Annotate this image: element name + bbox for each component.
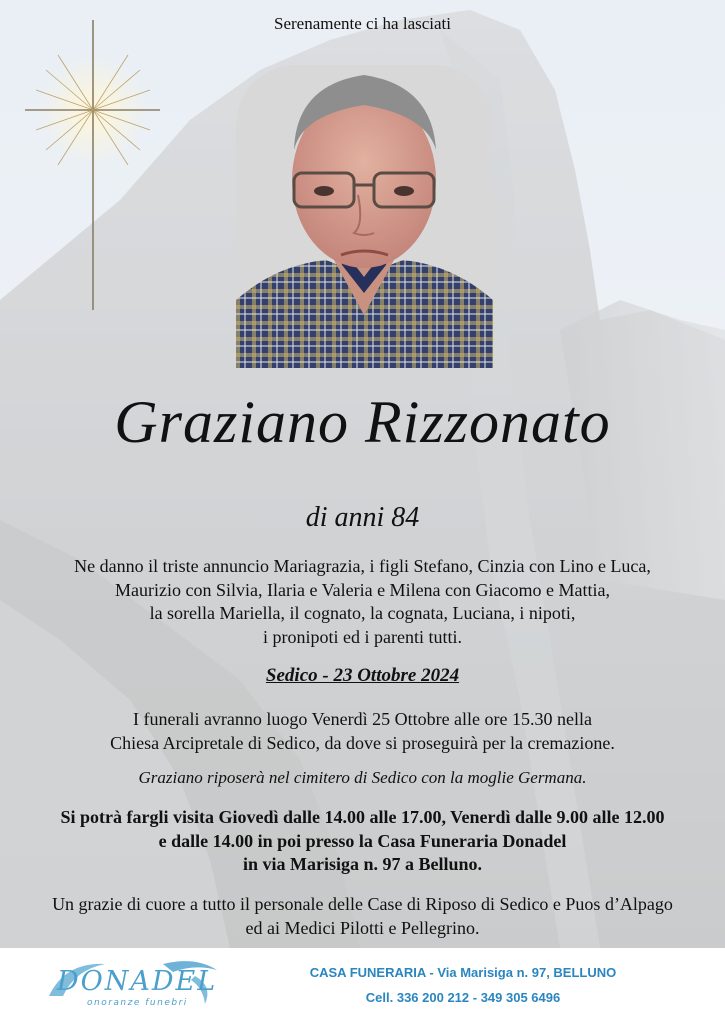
- footer: [0, 948, 725, 1024]
- visit-line: in via Marisiga n. 97 a Belluno.: [242, 854, 483, 874]
- thanks-line: ed ai Medici Pilotti e Pellegrino.: [245, 917, 480, 938]
- announcement-line: la sorella Mariella, il cognato, la cognata, Luciana, i nipoti,: [149, 603, 576, 623]
- burial-info: Graziano riposerà nel cimitero di Sedico con la moglie Germana.: [138, 768, 587, 787]
- funeral-home-address: CASA FUNERARIA - Via Marisiga n. 97, BELLUNO: [309, 965, 617, 980]
- place-date: Sedico - 23 Ottobre 2024: [265, 665, 460, 686]
- logo-subtitle: onoranze funebri: [87, 998, 188, 1008]
- announcement-line: Ne danno il triste annuncio Mariagrazia, i figli Stefano, Cinzia con Lino e Luca,: [74, 556, 651, 576]
- announcement-line: i pronipoti ed i parenti tutti.: [263, 626, 462, 647]
- announcement-text: [0, 555, 725, 649]
- logo-name: DONADEL: [57, 966, 218, 997]
- visitation-info: [0, 806, 725, 877]
- announcement-line: Maurizio con Silvia, Ilaria e Valeria e Milena con Giacomo e Mattia,: [115, 579, 610, 600]
- funeral-home-phones: Cell. 336 200 212 - 349 305 6496: [365, 990, 561, 1005]
- deceased-name: Graziano Rizzonato: [114, 389, 611, 455]
- visit-line: e dalle 14.00 in poi presso la Casa Funeraria Donadel: [158, 830, 567, 851]
- funeral-line: Chiesa Arcipretale di Sedico, da dove si proseguirà per la cremazione.: [110, 732, 615, 753]
- funeral-info: [0, 708, 725, 755]
- donadel-logo: [45, 956, 220, 1018]
- thanks-text: [0, 893, 725, 940]
- thanks-line: Un grazie di cuore a tutto il personale delle Case di Riposo di Sedico e Puos d’Alpago: [52, 894, 673, 914]
- intro-line: Serenamente ci ha lasciati: [274, 14, 451, 33]
- funeral-line: I funerali avranno luogo Venerdì 25 Ottobre alle ore 15.30 nella: [132, 709, 593, 729]
- visit-line: Si potrà fargli visita Giovedì dalle 14.00 alle 17.00, Venerdì dalle 9.00 alle 12.00: [60, 807, 665, 827]
- portrait-photo: [236, 65, 493, 368]
- deceased-age: di anni 84: [305, 502, 420, 533]
